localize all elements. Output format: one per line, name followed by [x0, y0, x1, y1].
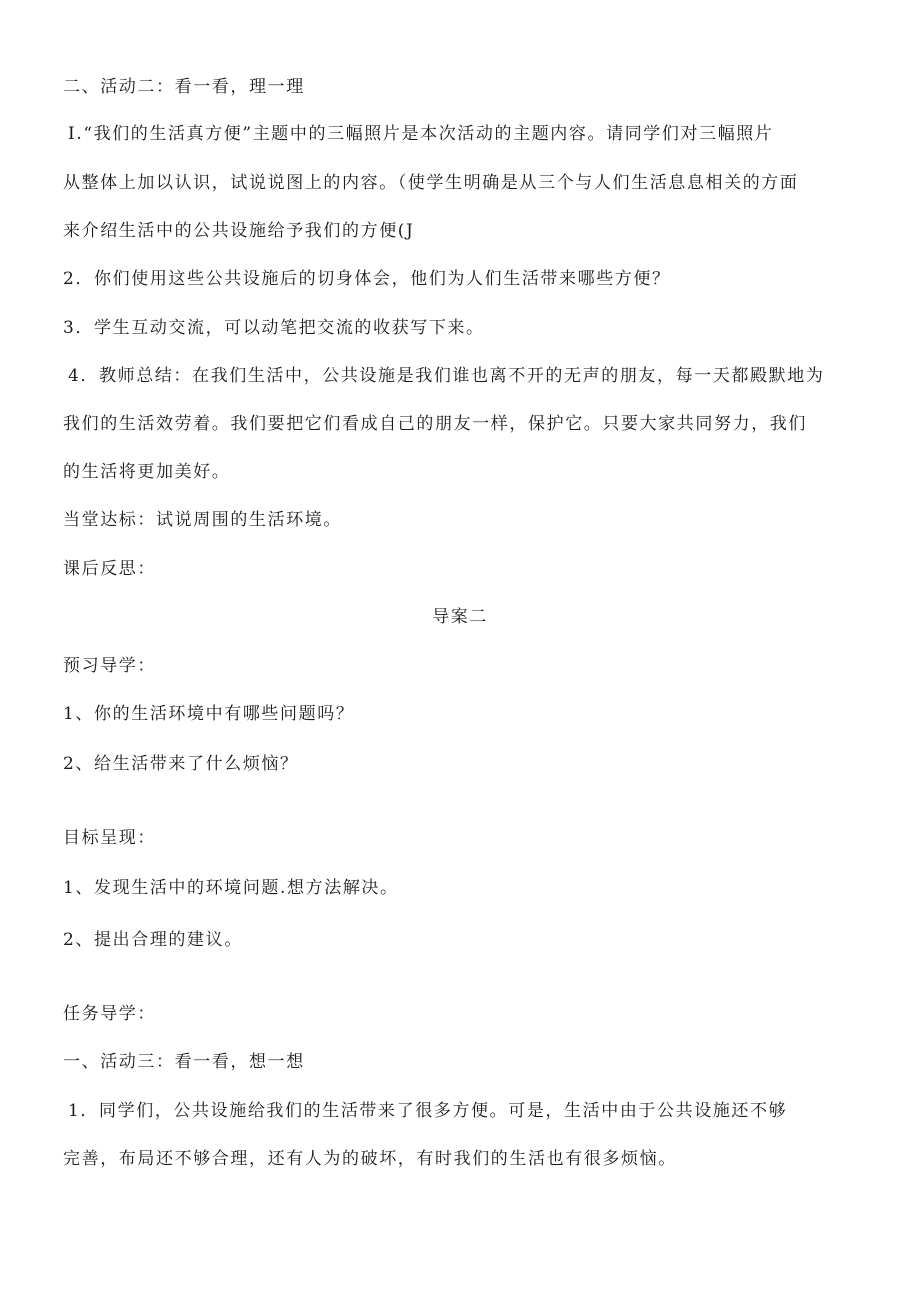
goal-1: 1、发现生活中的环境问题.想方法解决。	[63, 878, 399, 898]
preview-question-1: 1、你的生活环境中有哪些问题吗？	[63, 704, 355, 724]
paragraph-1-line-2: 从整体上加以认识，试说说图上的内容。（使学生明确是从三个与人们生活息息相关的方面	[63, 173, 799, 193]
goal-2: 2、提出合理的建议。	[63, 930, 243, 950]
paragraph-1-line-3: 来介绍生活中的公共设施给予我们的方便(J	[63, 221, 415, 241]
activity-three-line-2: 完善，布局还不够合理，还有人为的破坏，有时我们的生活也有很多烦恼。	[63, 1149, 677, 1169]
item-4-line-1: 4．教师总结：在我们生活中，公共设施是我们谁也离不开的无声的朋友，每一天都殿默地为	[68, 366, 825, 386]
item-3: 3．学生互动交流，可以动笔把交流的收获写下来。	[63, 318, 485, 338]
activity-three-line-1: 1．同学们，公共设施给我们的生活带来了很多方便。可是，生活中由于公共设施还不够	[68, 1101, 788, 1121]
heading-activity-three: 一、活动三：看一看，想一想	[63, 1052, 305, 1072]
in-class-target: 当堂达标：试说周围的生活环境。	[63, 510, 342, 530]
paragraph-1-line-1: I.“我们的生活真方便”主题中的三幅照片是本次活动的主题内容。请同学们对三幅照片	[68, 124, 774, 144]
task-heading: 任务导学：	[63, 1004, 156, 1024]
preview-question-2: 2、给生活带来了什么烦恼？	[63, 754, 299, 774]
section-title: 导案二	[432, 607, 488, 627]
goals-heading: 目标呈现：	[63, 828, 156, 848]
after-class-reflection: 课后反思：	[63, 559, 156, 579]
preview-heading: 预习导学：	[63, 656, 156, 676]
item-2: 2．你们使用这些公共设施后的切身体会，他们为人们生活带来哪些方便？	[63, 269, 671, 289]
item-4-line-2: 我们的生活效劳着。我们要把它们看成自己的朋友一样，保护它。只要大家共同努力，我们	[63, 414, 807, 434]
heading-activity-two: 二、活动二：看一看，理一理	[63, 77, 305, 97]
item-4-line-3: 的生活将更加美好。	[63, 462, 231, 482]
